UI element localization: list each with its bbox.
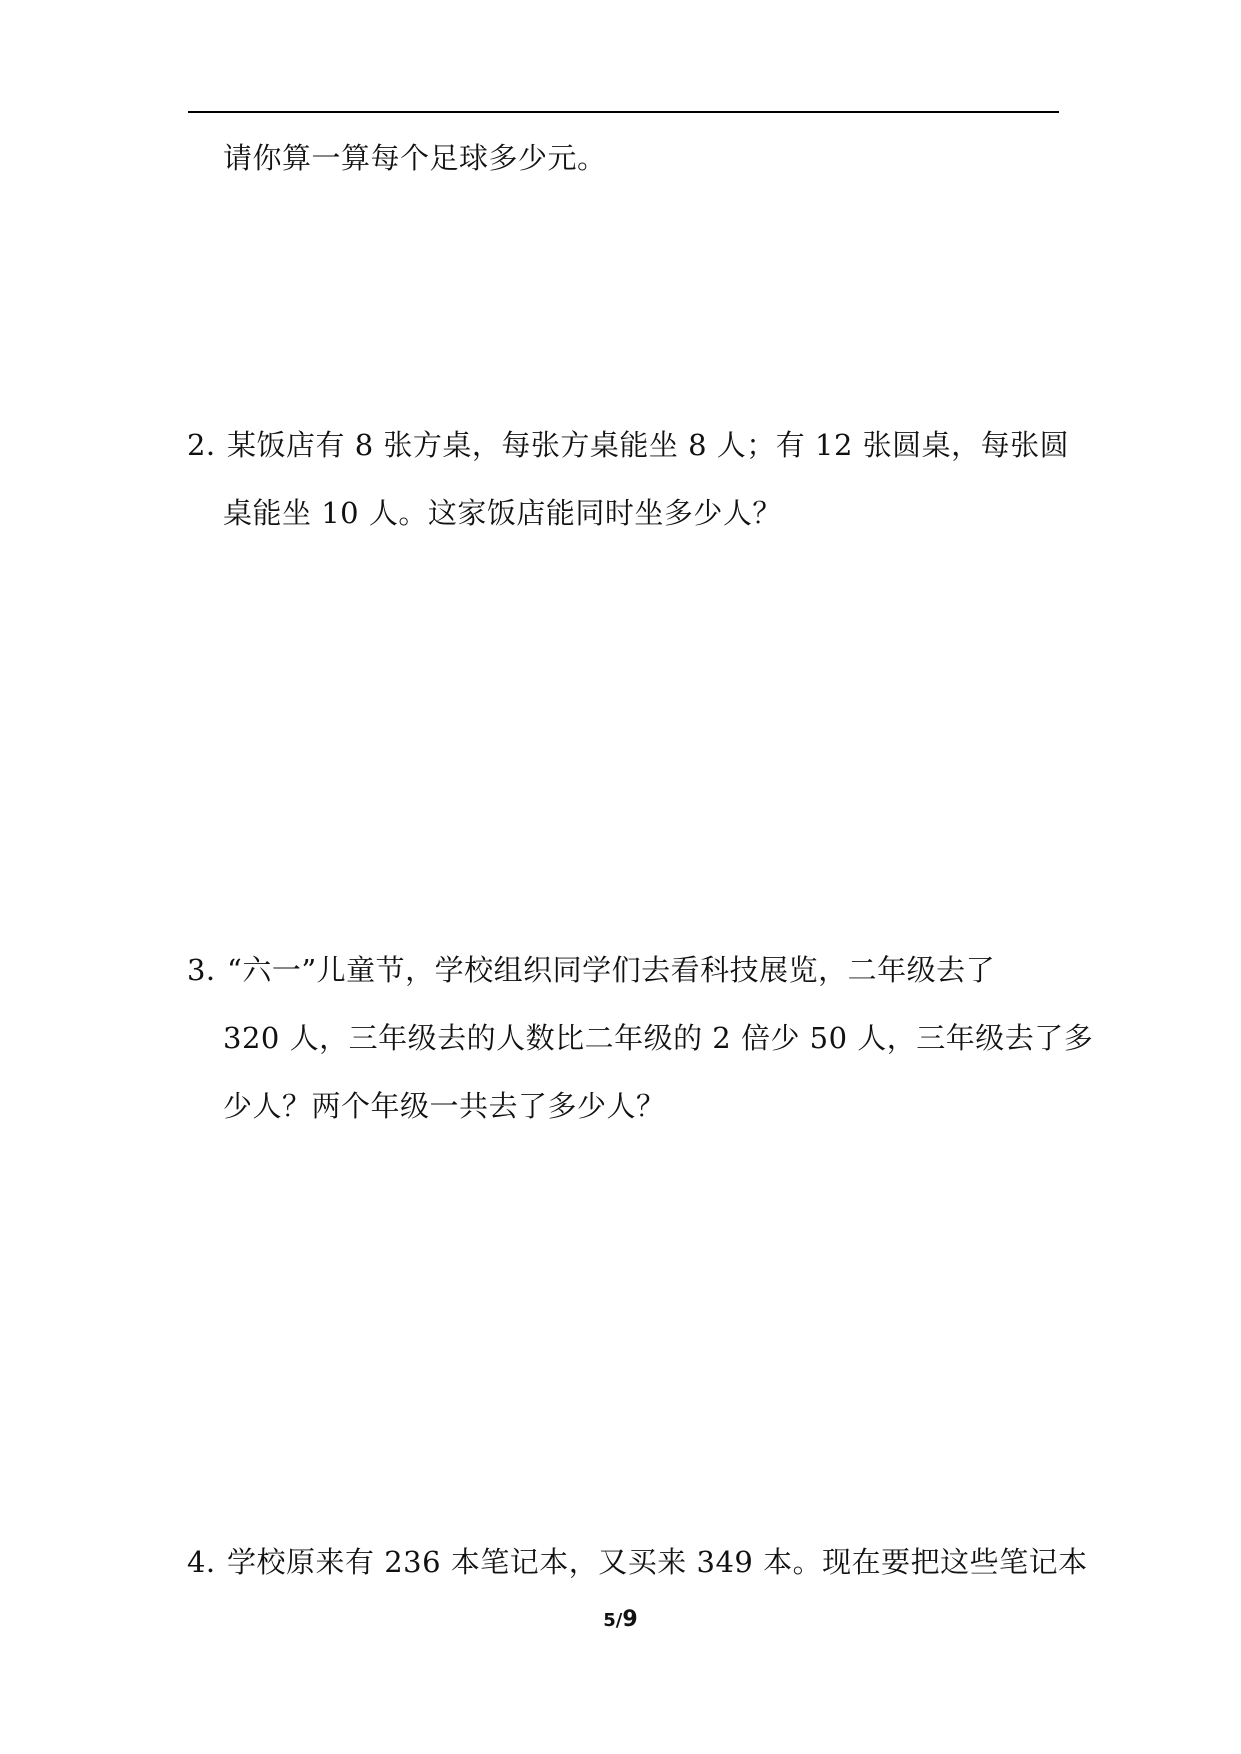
header-rule: [188, 111, 1059, 113]
current-page: 5/: [603, 1610, 623, 1631]
question-3-text-1: “六一”儿童节，学校组织同学们去看科技展览，二年级去了: [227, 953, 996, 987]
question-4-number: 4．: [187, 1545, 236, 1579]
question-3-line-1: [187, 952, 995, 988]
question-2-text-1: 某饭店有 8 张方桌，每张方桌能坐 8 人；有 12 张圆桌，每张圆: [227, 428, 1070, 462]
total-pages: 9: [622, 1607, 638, 1632]
question-2-line-1: [187, 427, 1069, 463]
page-number: [0, 1608, 1241, 1633]
question-3-line-2: 320 人，三年级去的人数比二年级的 2 倍少 50 人，三年级去了多: [223, 1021, 1094, 1055]
question-3-number: 3．: [187, 953, 236, 987]
question-4-line-1: [187, 1544, 1088, 1580]
continuation-line-1: 请你算一算每个足球多少元。: [223, 141, 607, 175]
question-2-line-2: 桌能坐 10 人。这家饭店能同时坐多少人？: [223, 496, 782, 530]
question-4-text-1: 学校原来有 236 本笔记本，又买来 349 本。现在要把这些笔记本: [227, 1545, 1088, 1579]
question-2-number: 2．: [187, 428, 236, 462]
question-3-line-3: 少人？两个年级一共去了多少人？: [223, 1089, 666, 1123]
